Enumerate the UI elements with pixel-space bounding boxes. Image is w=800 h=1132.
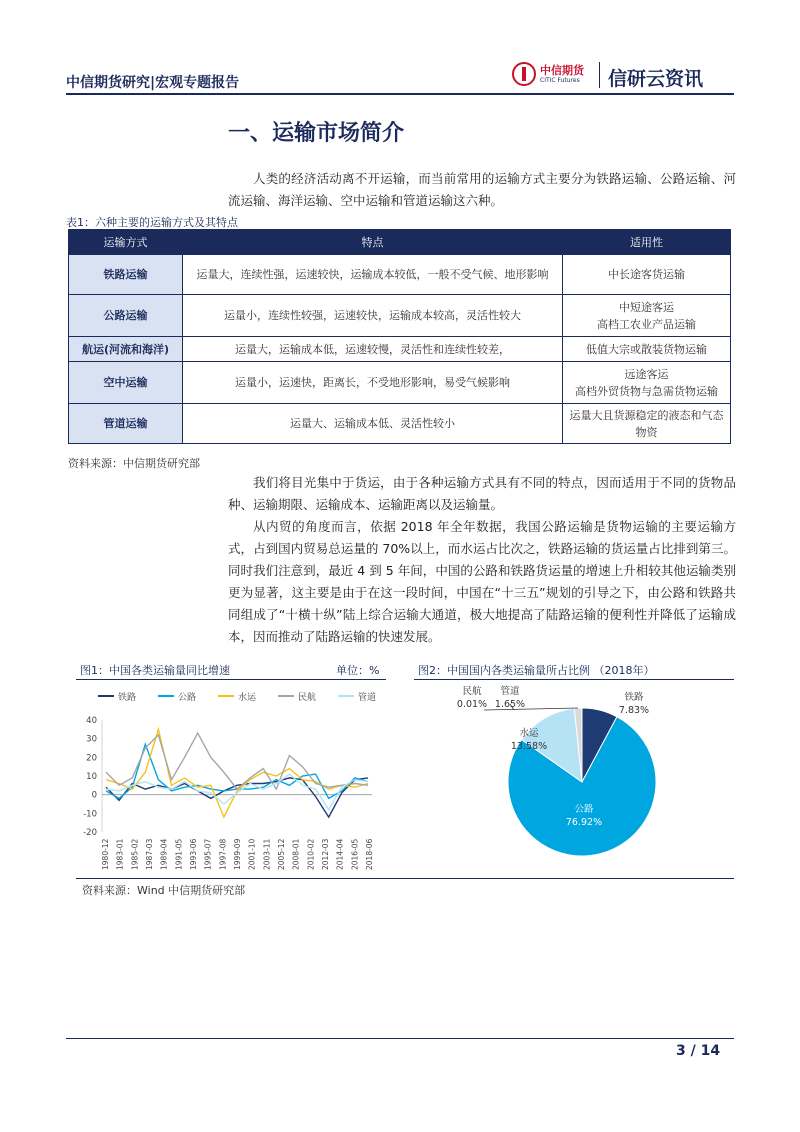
y-tick-label: 20 (86, 753, 97, 764)
x-tick-label: 2008-01 (291, 838, 301, 870)
table-header-feature: 特点 (183, 230, 563, 255)
body-paragraph: 从内贸的角度而言，依据 2018 年全年数据，我国公路运输是货物运输的主要运输方式，占到国内贸易总运量的 70%以上，而水运占比次之，铁路运输的货运量占比排到第三。同时我们注意到，最近 4 到 5 年间，中国的公路和铁路货运量的增速上升相较其他运输类别更为显著，这主要是由于在这一段时间，中国在“十三五”规划的引导之下，由公路和铁路共同组成了“十横十纵”陆上综合运输大通道，极大地提高了陆路运输的便利性并降低了运输成本，因而推动了陆路运输的快速发展。 (228, 519, 736, 644)
figures-bottom-rule (76, 878, 734, 879)
mode-cell: 管道运输 (69, 404, 183, 444)
y-tick-label: 40 (86, 716, 97, 726)
transport-modes-table (68, 229, 731, 444)
figure1-unit: 单位：% (336, 664, 380, 677)
figure2-rule (414, 679, 734, 680)
pie-name-label: 铁路 (624, 692, 644, 703)
x-tick-label: 2001-10 (247, 838, 257, 870)
legend-label: 民航 (298, 693, 317, 703)
x-tick-label: 1997-08 (218, 838, 228, 870)
usage-line: 高档外贸货物与急需货物运输 (575, 384, 718, 398)
table-row (69, 362, 731, 404)
x-tick-label: 1987-03 (145, 838, 154, 870)
legend-label: 铁路 (118, 693, 137, 703)
x-tick-label: 1991-05 (174, 838, 184, 870)
brand-name: 信研云资讯 (608, 68, 704, 90)
x-tick-label: 2010-02 (306, 838, 316, 870)
usage-line: 中短途客运 (619, 300, 674, 314)
pie-value-label: 7.83% (618, 705, 650, 716)
usage-cell (563, 255, 731, 295)
usage-line: 中长途客货运输 (608, 268, 685, 281)
y-tick-label: 10 (86, 772, 97, 782)
pie-name-label: 水运 (519, 728, 539, 739)
x-tick-label: 1999-09 (233, 838, 242, 870)
usage-cell (563, 362, 731, 404)
x-tick-label: 2018-06 (365, 838, 374, 870)
logo-separator (599, 62, 600, 88)
pie-name-label: 管道 (500, 686, 520, 697)
citic-futures-logo (512, 60, 602, 90)
y-tick-label: 0 (91, 790, 97, 801)
x-tick-label: 1995-07 (203, 838, 213, 870)
x-tick-label: 1980-12 (101, 838, 110, 870)
x-tick-label: 1993-06 (189, 838, 198, 870)
y-tick-label: -10 (83, 809, 97, 820)
logo-cn-text: 中信期货 (540, 64, 584, 77)
mode-cell: 公路运输 (69, 295, 183, 337)
figure1-line-chart (76, 684, 388, 878)
usage-cell (563, 404, 731, 444)
pie-value-label: 13.58% (510, 741, 548, 752)
table-header-usage: 适用性 (563, 230, 731, 255)
x-tick-label: 1989-04 (159, 838, 169, 870)
x-tick-label: 1985-02 (130, 838, 140, 870)
x-tick-label: 2005-12 (277, 838, 286, 870)
usage-cell (563, 337, 731, 362)
mode-cell: 航运(河流和海洋) (69, 337, 183, 362)
feature-cell: 运量大，连续性强，运速较快，运输成本较低，一般不受气候、地形影响 (183, 255, 563, 295)
report-series-title: 中信期货研究|宏观专题报告 (66, 75, 240, 91)
mode-cell: 空中运输 (69, 362, 183, 404)
x-tick-label: 1983-01 (115, 838, 125, 870)
pie-name-label: 公路 (574, 804, 594, 815)
pie-value-label: 76.92% (565, 817, 603, 828)
footer-rule (66, 1038, 734, 1039)
feature-cell: 运量小，连续性较强，运速较快，运输成本较高，灵活性较大 (183, 295, 563, 337)
table-row (69, 295, 731, 337)
usage-line: 低值大宗或散装货物运输 (586, 342, 707, 356)
figure2-title: 图2：中国国内各类运输量所占比例 （2018年） (418, 664, 655, 677)
x-tick-label: 2003-11 (262, 838, 272, 870)
usage-line: 远途客运 (624, 367, 669, 381)
feature-cell: 运量大，运输成本低，运速较慢，灵活性和连续性较差， (183, 337, 563, 362)
x-tick-label: 2016-05 (350, 838, 360, 870)
y-tick-label: -20 (83, 828, 97, 838)
usage-line: 高档工农业产品运输 (597, 317, 696, 331)
pie-value-label: 1.65% (494, 699, 526, 710)
figure2-pie-chart (414, 684, 734, 878)
body-paragraph: 我们将目光集中于货运，由于各种运输方式具有不同的特点，因而适用于不同的货物品种、运输期限、运输成本、运输距离以及运输量。 (228, 475, 736, 512)
y-tick-label: 30 (86, 734, 97, 745)
page-number: 3 / 14 (676, 1043, 721, 1059)
table-header-mode: 运输方式 (69, 230, 183, 255)
legend-label: 公路 (178, 693, 197, 703)
x-tick-label: 2012-03 (321, 838, 330, 870)
figure1-rule (76, 679, 386, 680)
legend-label: 水运 (238, 693, 257, 703)
intro-paragraph: 人类的经济活动离不开运输，而当前常用的运输方式主要分为铁路运输、公路运输、河流运输、海洋运输、空中运输和管道运输这六种。 (228, 171, 736, 208)
usage-cell (563, 295, 731, 337)
section-title: 一、运输市场简介 (228, 121, 405, 146)
table-row (69, 255, 731, 295)
feature-cell: 运量大、运输成本低、灵活性较小 (183, 404, 563, 444)
table-header-row (69, 230, 731, 255)
citic-logo-icon (512, 62, 536, 86)
table-caption: 表1：六种主要的运输方式及其特点 (66, 216, 238, 229)
x-tick-label: 2014-04 (335, 838, 345, 870)
feature-cell: 运量小，运速快，距离长，不受地形影响，易受气候影响 (183, 362, 563, 404)
pie-name-label: 民航 (462, 686, 482, 697)
table-row (69, 404, 731, 444)
table-source: 资料来源：中信期货研究部 (68, 457, 200, 470)
series-line-民航 (106, 733, 368, 789)
figure1-title: 图1：中国各类运输量同比增速 (80, 664, 230, 677)
pie-value-label: 0.01% (456, 699, 488, 710)
header-rule (66, 93, 734, 95)
logo-en-text: CITIC Futures (540, 77, 580, 84)
page-header (66, 58, 734, 94)
legend-label: 管道 (358, 693, 377, 703)
usage-line: 运量大且货源稳定的液态和气态物资 (569, 408, 724, 439)
mode-cell: 铁路运输 (69, 255, 183, 295)
figures-source: 资料来源：Wind 中信期货研究部 (82, 884, 246, 897)
table-row (69, 337, 731, 362)
